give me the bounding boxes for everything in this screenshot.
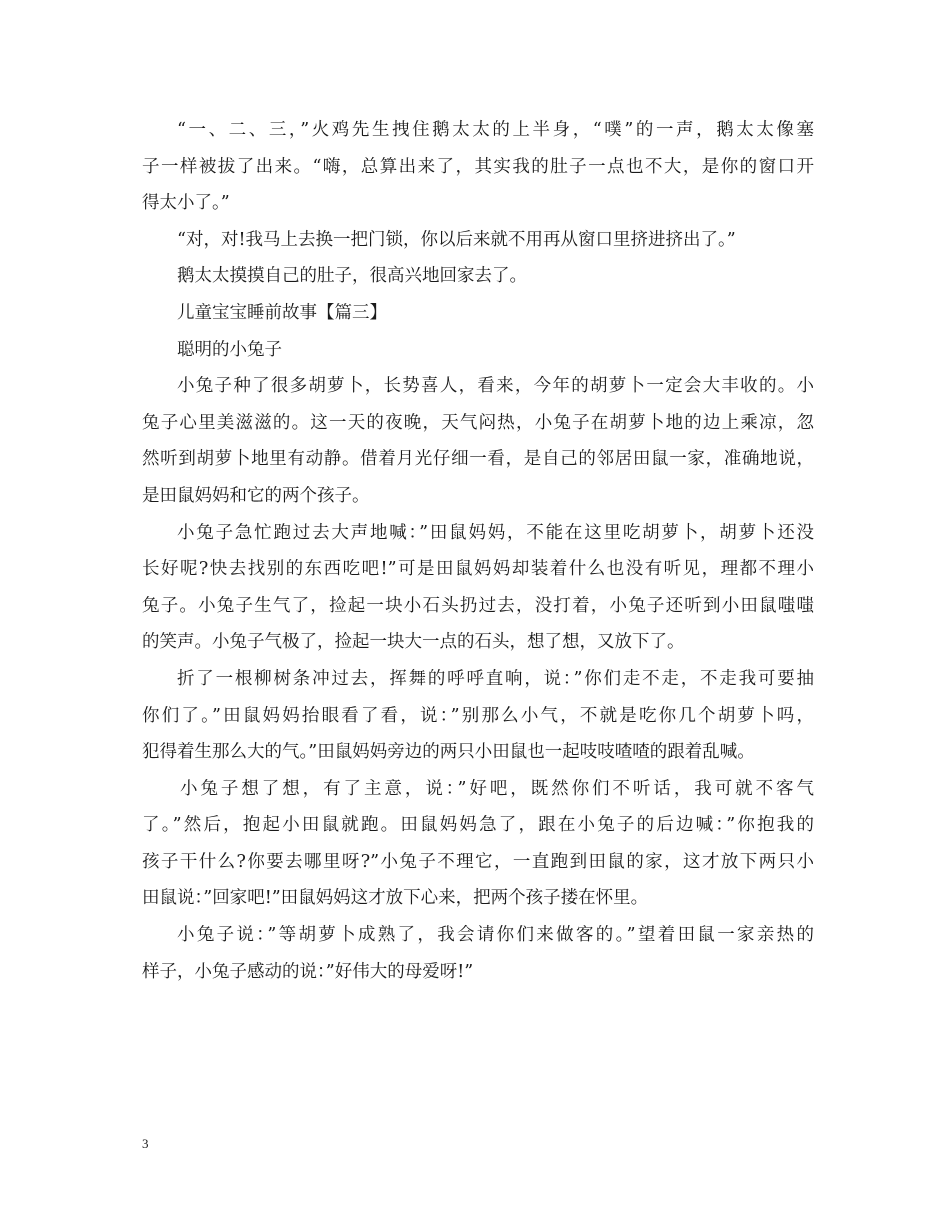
text-line: 兔子心里美滋滋的。这一天的夜晚，天气闷热，小兔子在胡萝卜地的边上乘凉，忽: [142, 412, 814, 433]
text-line: 孩子干什么?你要去哪里呀?”小兔子不理它，一直跑到田鼠的家，这才放下两只小: [142, 851, 814, 872]
text-line: 小兔子说：”等胡萝卜成熟了，我会请你们来做客的。”望着田鼠一家亲热的: [177, 925, 814, 946]
text-line: 折了一根柳树条冲过去，挥舞的呼呼直响，说：”你们走不走，不走我可要抽: [177, 668, 814, 689]
text-line: 小兔子想了想，有了主意，说：”好吧，既然你们不听话，我可就不客气: [180, 778, 814, 799]
document-body: [142, 112, 814, 990]
text-line: “对，对!我马上去换一把门锁，你以后来就不用再从窗口里挤进挤出了。”: [177, 229, 736, 250]
page-number: 3: [142, 1136, 149, 1151]
section-heading: 儿童宝宝睡前故事【篇三】: [177, 302, 387, 323]
text-line: 田鼠说：”回家吧!”田鼠妈妈这才放下心来，把两个孩子搂在怀里。: [142, 888, 649, 909]
text-line: 样子，小兔子感动的说：”好伟大的母爱呀!”: [142, 961, 474, 982]
text-line: 犯得着生那么大的气。”田鼠妈妈旁边的两只小田鼠也一起吱吱喳喳的跟着乱喊。: [142, 742, 755, 763]
text-line: 鹅太太摸摸自己的肚子，很高兴地回家去了。: [177, 266, 527, 287]
text-line: 长好呢?快去找别的东西吃吧!”可是田鼠妈妈却装着什么也没有听见，理都不理小: [142, 559, 814, 580]
text-line: 是田鼠妈妈和它的两个孩子。: [142, 485, 370, 506]
text-line: 得太小了。”: [142, 193, 230, 214]
story-title: 聪明的小兔子: [177, 339, 282, 360]
text-line: 子一样被拔了出来。“嗨，总算出来了，其实我的肚子一点也不大，是你的窗口开: [142, 156, 814, 177]
text-line: 小兔子种了很多胡萝卜，长势喜人，看来，今年的胡萝卜一定会大丰收的。小: [177, 376, 814, 397]
text-line: 兔子。小兔子生气了，捡起一块小石头扔过去，没打着，小兔子还听到小田鼠嗤嗤: [142, 595, 814, 616]
text-line: 的笑声。小兔子气极了，捡起一块大一点的石头，想了想，又放下了。: [142, 632, 685, 653]
text-line: 然听到胡萝卜地里有动静。借着月光仔细一看，是自己的邻居田鼠一家，准确地说，: [142, 449, 814, 470]
text-line: 小兔子急忙跑过去大声地喊：”田鼠妈妈，不能在这里吃胡萝卜，胡萝卜还没: [177, 522, 814, 543]
text-line: 了。”然后，抱起小田鼠就跑。田鼠妈妈急了，跟在小兔子的后边喊：”你抱我的: [142, 815, 814, 836]
text-line: “一、二、三，”火鸡先生拽住鹅太太的上半身，“噗”的一声，鹅太太像塞: [177, 120, 814, 140]
text-line: 你们了。”田鼠妈妈抬眼看了看，说：”别那么小气，不就是吃你几个胡萝卜吗，: [142, 705, 814, 726]
